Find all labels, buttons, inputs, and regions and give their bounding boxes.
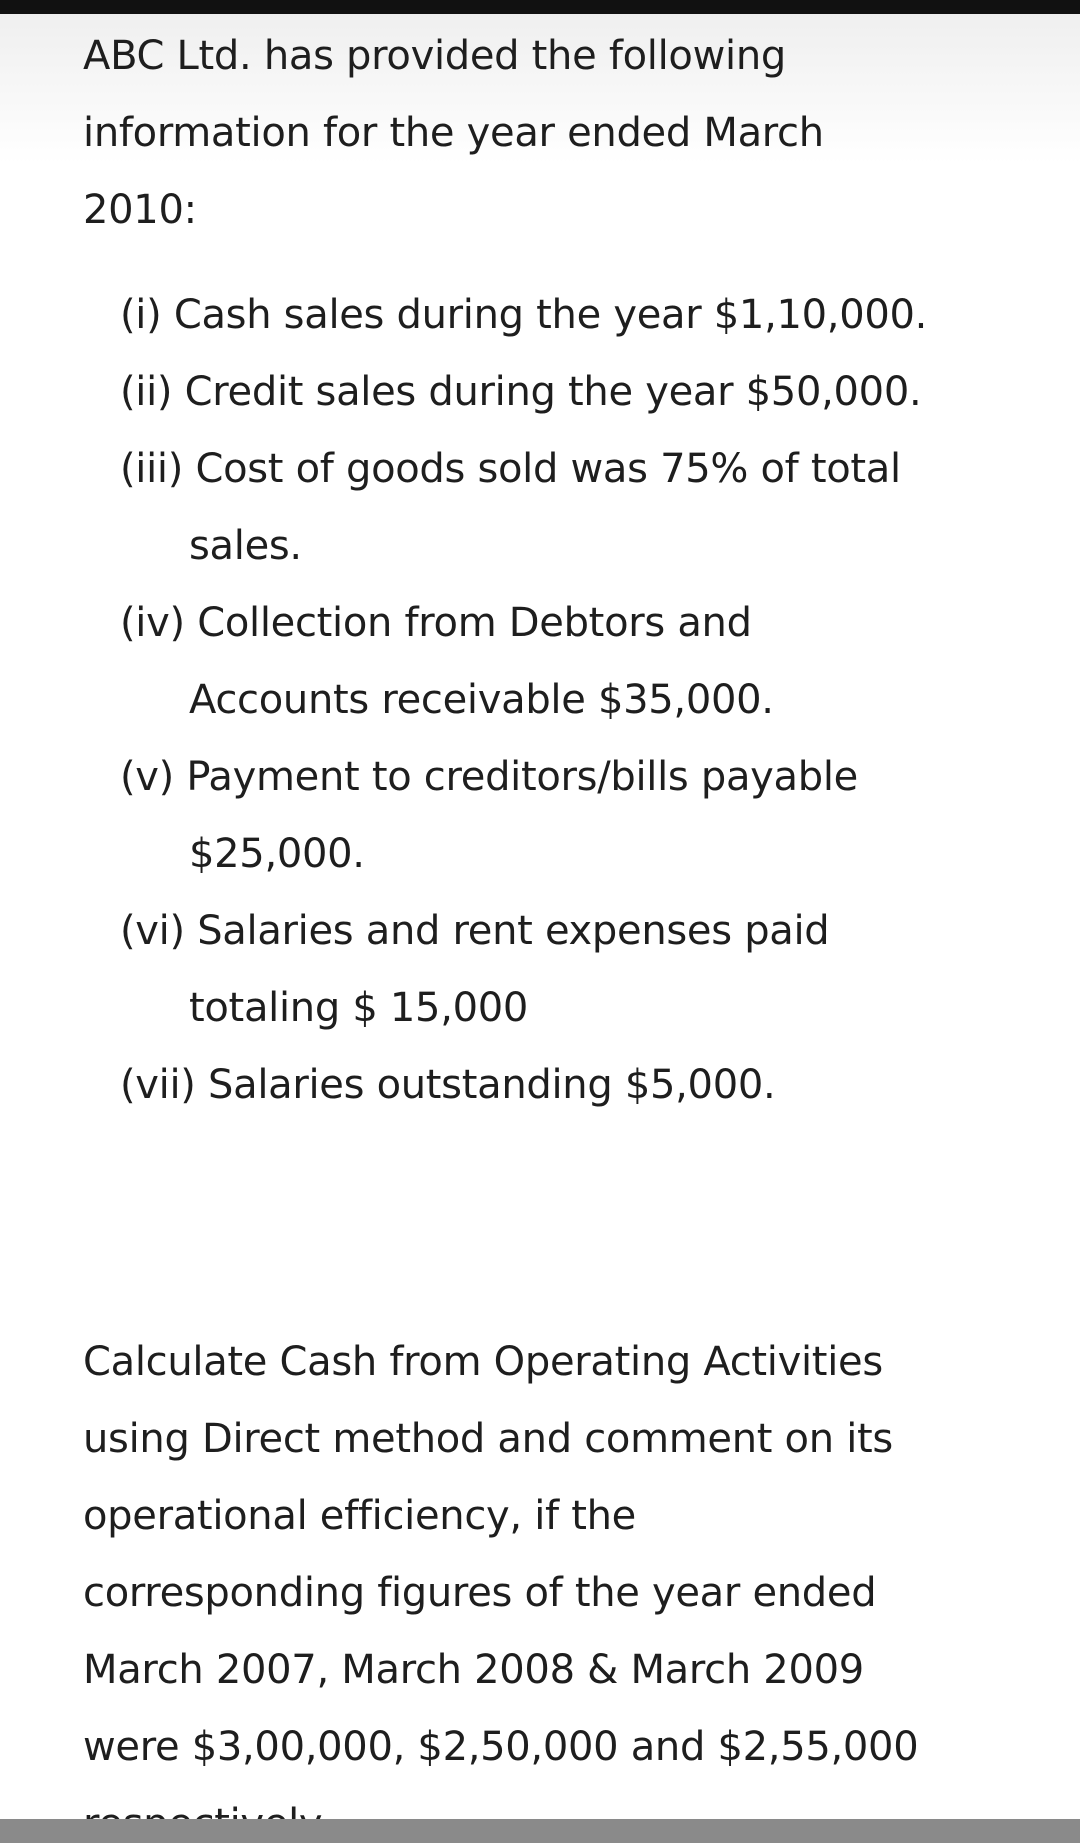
question-line: were $3,00,000, $2,50,000 and $2,55,000 bbox=[83, 1724, 919, 1770]
intro-line: information for the year ended March bbox=[83, 110, 824, 156]
item-continuation: $25,000. bbox=[189, 831, 365, 877]
document-content bbox=[83, 18, 1043, 1843]
list-item bbox=[120, 585, 1043, 739]
question-line: operational efficiency, if the bbox=[83, 1493, 636, 1539]
list-item bbox=[120, 354, 1043, 431]
intro-line: 2010: bbox=[83, 187, 197, 233]
question-line: March 2007, March 2008 & March 2009 bbox=[83, 1647, 864, 1693]
item-text: (iii) Cost of goods sold was 75% of total bbox=[120, 446, 901, 492]
question-line: corresponding figures of the year ended bbox=[83, 1570, 877, 1616]
question-line: using Direct method and comment on its bbox=[83, 1416, 893, 1462]
question-line: Calculate Cash from Operating Activities bbox=[83, 1339, 883, 1385]
top-bar bbox=[0, 0, 1080, 14]
list-item bbox=[120, 431, 1043, 585]
item-continuation: Accounts receivable $35,000. bbox=[189, 677, 774, 723]
list-item bbox=[120, 893, 1043, 1047]
item-continuation: totaling $ 15,000 bbox=[189, 985, 529, 1031]
intro-line: ABC Ltd. has provided the following bbox=[83, 33, 786, 79]
list-item bbox=[120, 739, 1043, 893]
list-item bbox=[120, 277, 1043, 354]
item-text: (ii) Credit sales during the year $50,000. bbox=[120, 369, 922, 415]
spacer bbox=[83, 1124, 1043, 1324]
item-continuation: sales. bbox=[189, 523, 302, 569]
bottom-bar bbox=[0, 1819, 1080, 1843]
item-text: (i) Cash sales during the year $1,10,000. bbox=[120, 292, 928, 338]
item-text: (iv) Collection from Debtors and bbox=[120, 600, 752, 646]
question-paragraph bbox=[83, 1324, 1043, 1843]
item-text: (v) Payment to creditors/bills payable bbox=[120, 754, 858, 800]
item-text: (vi) Salaries and rent expenses paid bbox=[120, 908, 830, 954]
intro-paragraph bbox=[83, 18, 1043, 249]
list-item bbox=[120, 1047, 1043, 1124]
item-text: (vii) Salaries outstanding $5,000. bbox=[120, 1062, 776, 1108]
item-list bbox=[83, 277, 1043, 1124]
